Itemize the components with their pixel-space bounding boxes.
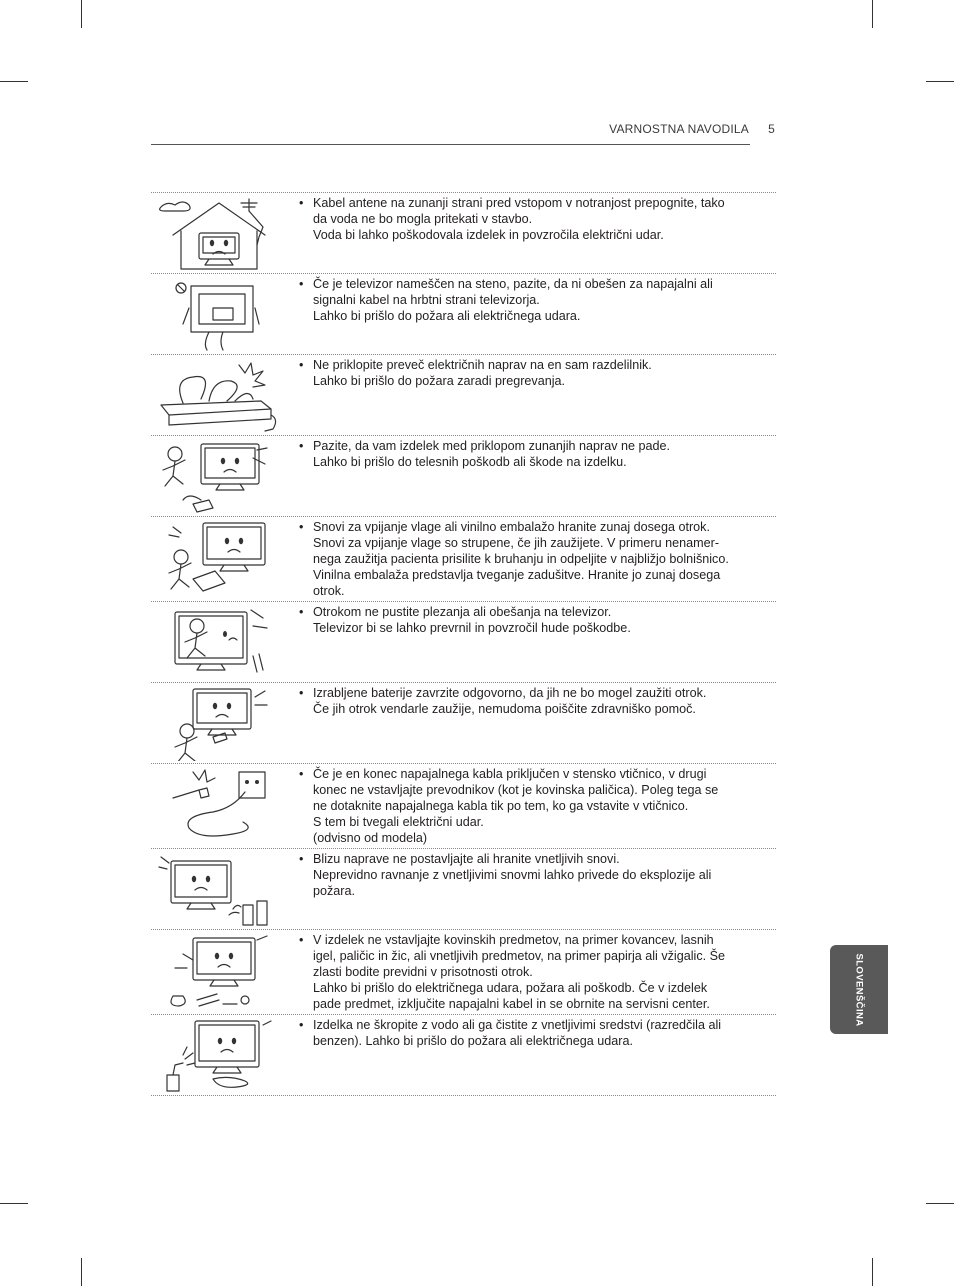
instruction-text: • Izrabljene baterije zavrzite odgovorno, da jih ne bo mogel zaužiti otrok. Če jih otrok vendarle zaužije, nemudoma poiščite zdravniško pomoč. [299, 686, 751, 718]
instruction-line: (odvisno od modela) [313, 830, 428, 845]
instruction-row [151, 930, 776, 1015]
instruction-line: konec ne vstavljajte prevodnikov (kot je kovinska paličica). Poleg tega se [313, 782, 719, 797]
instruction-line: Vinilna embalaža predstavlja tveganje zadušitve. Hranite jo zunaj dosega [313, 567, 721, 582]
safety-instruction-list [151, 192, 776, 1096]
metal-objects-tv-icon [153, 934, 285, 1008]
antenna-cable-house-icon [153, 197, 285, 271]
instruction-line: Lahko bi prišlo do telesnih poškodb ali škode na izdelku. [313, 454, 627, 469]
instruction-line: S tem bi tvegali električni udar. [313, 814, 484, 829]
instruction-row [151, 683, 776, 764]
instruction-line: Lahko bi prišlo do požara zaradi pregrevanja. [313, 373, 566, 388]
instruction-row [151, 849, 776, 930]
crop-mark [926, 1203, 954, 1204]
instruction-line: ne dotaknite napajalnega kabla tik po tem, ko ga vstavite v vtičnico. [313, 798, 689, 813]
instruction-line: Lahko bi prišlo do požara ali električnega udara. [313, 308, 581, 323]
instruction-line: pade predmet, izključite napajalni kabel in se obrnite na servisni center. [313, 996, 710, 1011]
crop-mark [81, 0, 82, 28]
instruction-text: • Kabel antene na zunanji strani pred vstopom v notranjost prepognite, tako da voda ne bo mogla pritekati v stavbo. Voda bi lahko poškodovala izdelek in povzročila električni udar. [299, 196, 751, 244]
instruction-row [151, 274, 776, 355]
instruction-row [151, 602, 776, 683]
instruction-line: Ne priklopite preveč električnih naprav na en sam razdelilnik. [313, 358, 652, 372]
overloaded-power-strip-icon [153, 359, 285, 433]
instruction-text: • V izdelek ne vstavljajte kovinskih predmetov, na primer kovancev, lasnih igel, paličic in žic, ali vnetljivih predmetov, na primer papirja ali vžigalic. Še zlasti bodite previdni v prisotnosti otrok. Lahko bi prišlo do električnega udara, požara ali poškodb. Če v izdelek pade predmet, izključite napajalni kabel in se obrnite na servisni center. [299, 933, 751, 1013]
child-climbing-tv-icon [153, 606, 285, 680]
language-label: SLOVENŠČINA [853, 952, 865, 1027]
instruction-line: V izdelek ne vstavljajte kovinskih predmetov, na primer kovancev, lasnih [313, 933, 714, 947]
instruction-text: • Ne priklopite preveč električnih naprav na en sam razdelilnik. Lahko bi prišlo do požara zaradi pregrevanja. [299, 358, 751, 390]
crop-mark [872, 0, 873, 28]
instruction-row [151, 764, 776, 849]
crop-mark [81, 1258, 82, 1286]
instruction-line: Lahko bi prišlo do električnega udara, požara ali poškodb. Če v izdelek [313, 980, 708, 995]
section-title: VARNOSTNA NAVODILA [609, 122, 749, 136]
child-packaging-icon [153, 521, 285, 595]
instruction-line: benzen). Lahko bi prišlo do požara ali električnega udara. [313, 1033, 633, 1048]
instruction-line: igel, paličic in žic, ali vnetljivih predmetov, na primer papirja ali vžigalic. Še [313, 948, 726, 963]
instruction-line: Izrabljene baterije zavrzite odgovorno, da jih ne bo mogel zaužiti otrok. [313, 686, 707, 700]
running-header [151, 122, 775, 138]
instruction-text: • Blizu naprave ne postavljajte ali hranite vnetljivih snovi. Neprevidno ravnanje z vnetljivimi snovmi lahko privede do eksplozije ali požara. [299, 852, 751, 900]
instruction-line: Blizu naprave ne postavljajte ali hranite vnetljivih snovi. [313, 852, 620, 866]
tv-falling-child-icon [153, 440, 285, 514]
instruction-line: Voda bi lahko poškodovala izdelek in povzročila električni udar. [313, 227, 664, 242]
instruction-row [151, 193, 776, 274]
instruction-text: • Snovi za vpijanje vlage ali vinilno embalažo hranite zunaj dosega otrok. Snovi za vpijanje vlage so strupene, če jih zaužijete. V primeru nenamer- nega zaužitja pacienta prisilite k bruhanju in odpeljite v najbližjo bolnišnico. Vinilna embalaža predstavlja tveganje zadušitve. Hranite jo zunaj dosega otrok. [299, 520, 751, 600]
flammable-spray-icon [153, 853, 285, 927]
instruction-line: Kabel antene na zunanji strani pred vstopom v notranjost prepognite, tako [313, 196, 725, 210]
instruction-line: da voda ne bo mogla pritekati v stavbo. [313, 211, 533, 226]
instruction-line: Otrokom ne pustite plezanja ali obešanja na televizor. [313, 605, 612, 619]
instruction-row [151, 517, 776, 602]
instruction-line: Če jih otrok vendarle zaužije, nemudoma poiščite zdravniško pomoč. [313, 701, 696, 716]
instruction-line: signalni kabel na hrbtni strani televizorja. [313, 292, 540, 307]
wall-mount-cable-icon [153, 278, 285, 352]
instruction-line: požara. [313, 883, 356, 898]
instruction-text: • Pazite, da vam izdelek med priklopom zunanjih naprav ne pade. Lahko bi prišlo do telesnih poškodb ali škode na izdelku. [299, 439, 751, 471]
page-number: 5 [768, 122, 775, 136]
instruction-line: zlasti bodite previdni v prisotnosti otrok. [313, 964, 533, 979]
instruction-row [151, 355, 776, 436]
instruction-text: • Otrokom ne pustite plezanja ali obešanja na televizor. Televizor bi se lahko prevrnil in povzročil hude poškodbe. [299, 605, 751, 637]
instruction-text: • Če je en konec napajalnega kabla priključen v stensko vtičnico, v drugi konec ne vstavljajte prevodnikov (kot je kovinska paličica). Poleg tega se ne dotaknite napajalnega kabla tik po tem, ko ga vstavite v vtičnico. S tem bi tvegali električni udar. (odvisno od modela) [299, 767, 751, 847]
language-tab [830, 945, 888, 1034]
instruction-line: Pazite, da vam izdelek med priklopom zunanjih naprav ne pade. [313, 439, 671, 453]
instruction-line: Če je en konec napajalnega kabla priključen v stensko vtičnico, v drugi [313, 767, 707, 781]
instruction-line: nega zaužitja pacienta prisilite k bruhanju in odpeljite v najbližjo bolnišnico. [313, 551, 729, 566]
instruction-row [151, 436, 776, 517]
plug-metal-object-icon [153, 768, 285, 842]
water-spray-tv-icon [153, 1019, 285, 1093]
crop-mark [0, 1203, 28, 1204]
instruction-line: Neprevidno ravnanje z vnetljivimi snovmi lahko privede do eksplozije ali [313, 867, 712, 882]
instruction-text: • Če je televizor nameščen na steno, pazite, da ni obešen za napajalni ali signalni kabel na hrbtni strani televizorja. Lahko bi prišlo do požara ali električnega udara. [299, 277, 751, 325]
instruction-text: • Izdelka ne škropite z vodo ali ga čistite z vnetljivimi sredstvi (razredčila ali benzen). Lahko bi prišlo do požara ali električnega udara. [299, 1018, 751, 1050]
instruction-line: Če je televizor nameščen na steno, pazite, da ni obešen za napajalni ali [313, 277, 713, 291]
instruction-line: Televizor bi se lahko prevrnil in povzročil hude poškodbe. [313, 620, 631, 635]
crop-mark [0, 81, 28, 82]
crop-mark [872, 1258, 873, 1286]
instruction-line: Snovi za vpijanje vlage ali vinilno embalažo hranite zunaj dosega otrok. [313, 520, 710, 534]
crop-mark [926, 81, 954, 82]
instruction-row [151, 1015, 776, 1096]
instruction-line: Izdelka ne škropite z vodo ali ga čistite z vnetljivimi sredstvi (razredčila ali [313, 1018, 722, 1032]
child-battery-icon [153, 687, 285, 761]
header-rule [151, 144, 750, 145]
instruction-line: Snovi za vpijanje vlage so strupene, če jih zaužijete. V primeru nenamer- [313, 535, 720, 550]
instruction-line: otrok. [313, 583, 345, 598]
